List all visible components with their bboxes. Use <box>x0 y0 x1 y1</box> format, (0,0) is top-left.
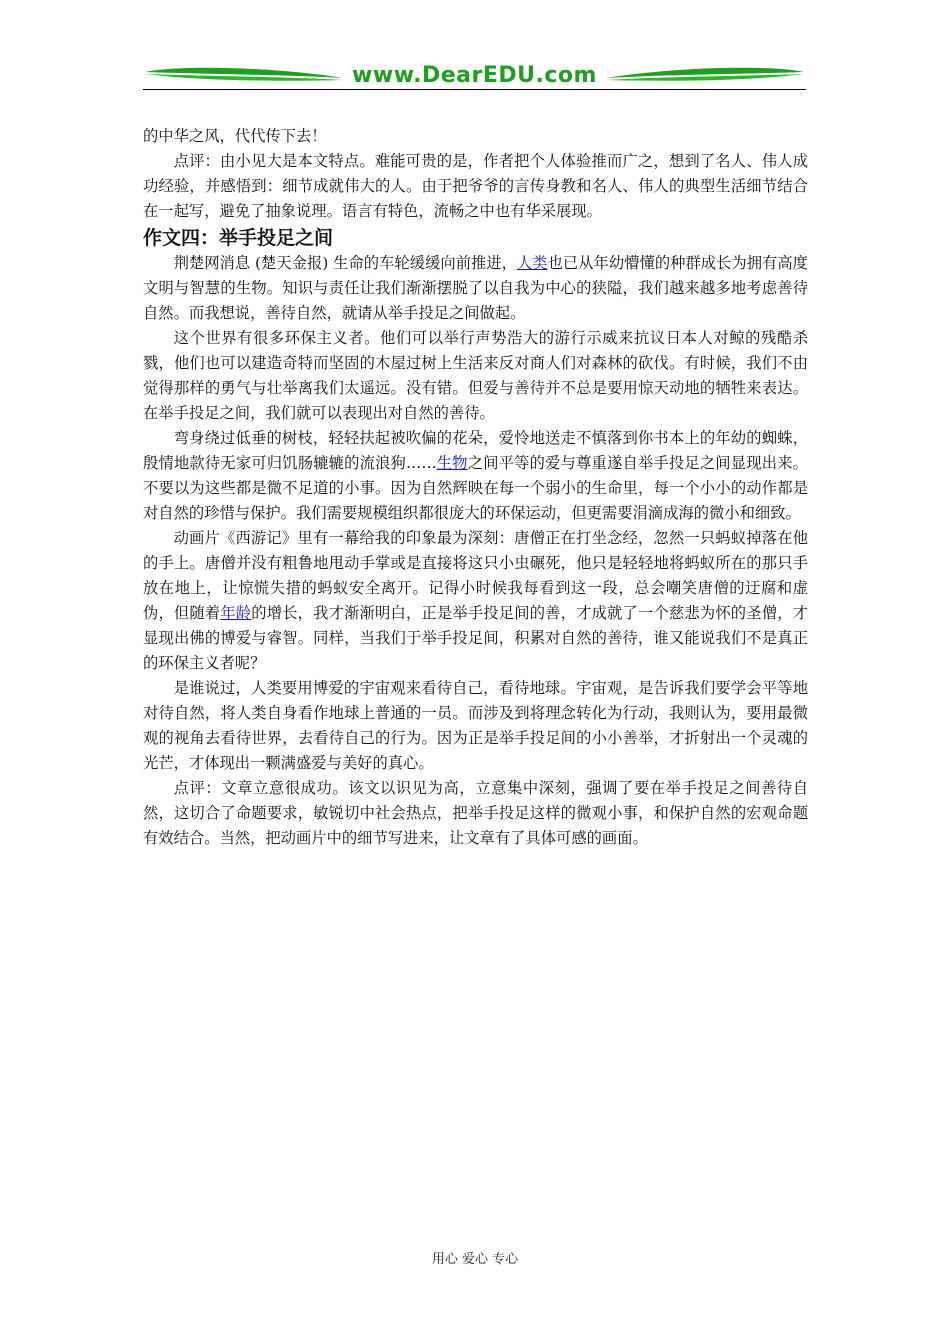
comment-paragraph-2: 点评：文章立意很成功。该文以识见为高，立意集中深刻，强调了要在举手投足之间善待自然，这切合了命题要求，敏锐切中社会热点，把举手投足这样的微观小事，和保护自然的宏观命题有效结合。当然，把动画片中的细节写进来，让文章有了具体可感的画面。 <box>143 779 808 847</box>
site-header <box>143 62 806 92</box>
header-divider <box>143 89 806 90</box>
paragraph-text: 动画片《西游记》里有一幕给我的印象最为深刻：唐僧正在打坐念经，忽然一只蚂蚁掉落在他的手上。唐僧并没有粗鲁地甩动手掌或是直接将这只小虫碾死，他只是轻轻地将蚂蚁所在的那只手放在地上，让惊慌失措的蚂蚁安全离开。记得小时候我每看到这一段，总会嘲笑唐僧的迂腐和虚伪，但随着 <box>143 529 808 622</box>
site-logo: www.DearEDU.com <box>352 63 597 88</box>
paragraph-text: 也已从年幼懵懂的种群成长为拥有高度文明与智慧的生物。知识与责任让我们渐渐摆脱了以自我为中心的狭隘，我们越来越多地考虑善待自然。而我想说，善待自然，就请从举手投足之间做起。 <box>143 254 808 322</box>
comment-paragraph: 点评：由小见大是本文特点。难能可贵的是，作者把个人体验推而广之，想到了名人、伟人成功经验，并感悟到：细节成就伟大的人。由于把爷爷的言传身教和名人、伟人的典型生活细节结合在一起写，避免了抽象说理。语言有特色，流畅之中也有华采展现。 <box>143 152 808 220</box>
paragraph-5: 是谁说过，人类要用博爱的宇宙观来看待自己，看待地球。宇宙观，是告诉我们要学会平等地对待自然，将人类自身看作地球上普通的一员。而涉及到将理念转化为行动，我则认为，要用最微观的视角去看待世界，去看待自己的行为。因为正是举手投足间的小小善举，才折射出一个灵魂的光芒，才体现出一颗满盛爱与美好的真心。 <box>143 679 808 772</box>
continuation-line: 的中华之风，代代传下去！ <box>143 127 327 145</box>
paragraph-3 <box>143 426 808 526</box>
link-renlei[interactable]: 人类 <box>516 254 548 272</box>
paragraph-text: 之间平等的爱与尊重遂自举手投足之间显现出来。不要以为这些都是微不足道的小事。因为自然辉映在每一个弱小的生命里，每一个小小的动作都是对自然的珍惜与保护。我们需要规模组织都很庞大的环保运动，但更需要涓滴成海的微小和细致。 <box>143 454 808 522</box>
paragraph-4 <box>143 526 808 676</box>
essay-title: 作文四：举手投足之间 <box>143 227 334 249</box>
paragraph-text: 的增长，我才渐渐明白，正是举手投足间的善，才成就了一个慈悲为怀的圣僧，才显现出佛的博爱与睿智。同样，当我们于举手投足间，积累对自然的善待，谁又能说我们不是真正的环保主义者呢？ <box>143 604 808 672</box>
link-shengwu[interactable]: 生物 <box>436 454 468 472</box>
paragraph-text: 荆楚网消息 (楚天金报) 生命的车轮缓缓向前推进， <box>173 254 517 272</box>
paragraph-1 <box>143 251 808 326</box>
article-body <box>143 124 808 851</box>
paragraph-text: 弯身绕过低垂的树枝，轻轻扶起被吹偏的花朵，爱怜地送走不慎落到你书本上的年幼的蜘蛛，殷情地款待无家可归饥肠辘辘的流浪狗…… <box>143 429 808 472</box>
link-nianling[interactable]: 年龄 <box>220 604 252 622</box>
paragraph-2: 这个世界有很多环保主义者。他们可以举行声势浩大的游行示威来抗议日本人对鲸的残酷杀戮，他们也可以建造奇特而坚固的木屋过树上生活来反对商人们对森林的砍伐。有时候，我们不由觉得那样的勇气与壮举离我们太遥远。没有错。但爱与善待并不总是要用惊天动地的牺牲来表达。在举手投足之间，我们就可以表现出对自然的善待。 <box>143 329 808 422</box>
page-footer: 用心 爱心 专心 <box>431 1252 519 1267</box>
